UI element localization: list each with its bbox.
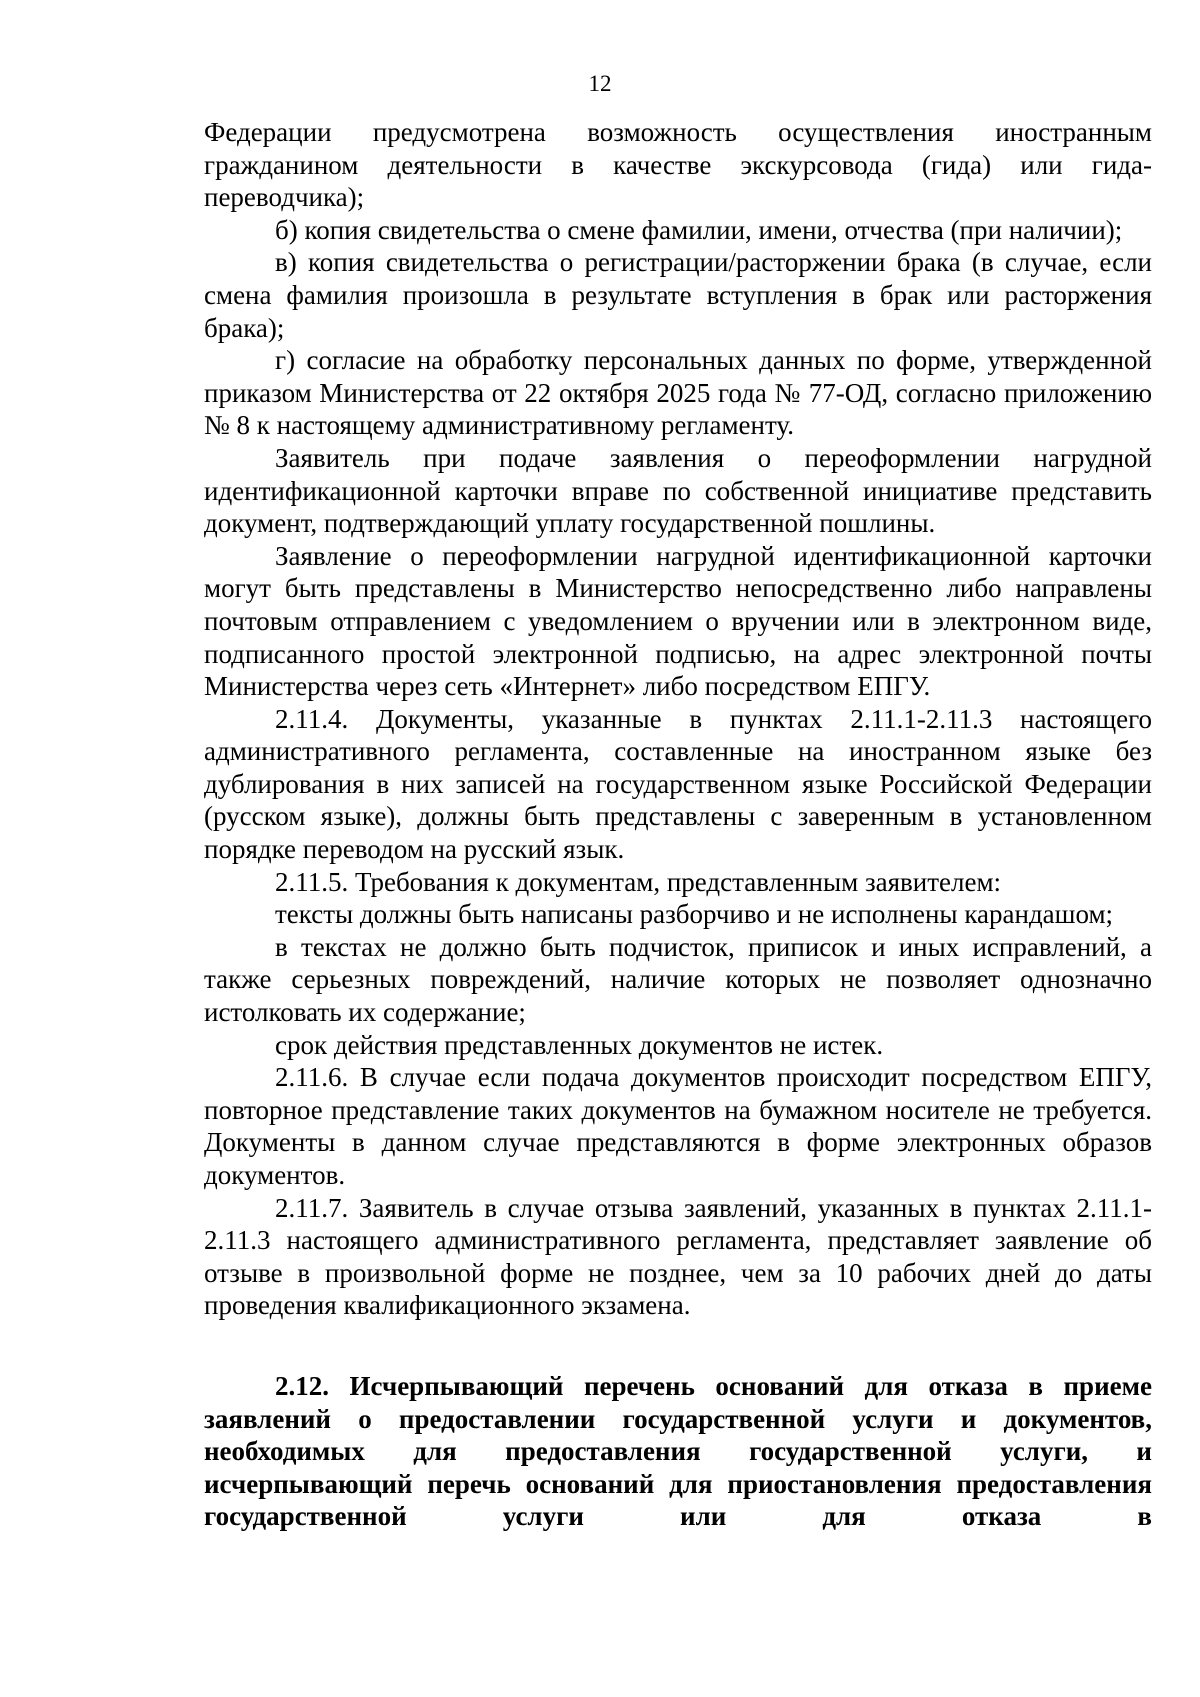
requirement-legible: тексты должны быть написаны разборчиво и не исполнены карандашом; xyxy=(275,899,1114,930)
clause-2-11-6: 2.11.6. В случае если подача документов происходит посредством ЕПГУ, повторное представление таких документов на бумажном носителе не требуется. Документы в данном случае представляются в форме электронных образов документов. xyxy=(204,1062,1152,1190)
list-item-g: г) согласие на обработку персональных данных по форме, утвержденной приказом Министерства от 22 октября 2025 года № 77-ОД, согласно приложению № 8 к настоящему административному регламенту. xyxy=(204,345,1152,441)
paragraph-submission: Заявление о переоформлении нагрудной идентификационной карточки могут быть представлены в Министерство непосредственно либо направлены почтовым отправлением с уведомлением о вручении или в электронном виде, подписанного простой электронной подписью, на адрес электронной почты Министерства через сеть «Интернет» либо посредством ЕПГУ. xyxy=(204,540,1152,702)
paragraph-continuation: Федерации предусмотрена возможность осуществления иностранным гражданином деятельности в качестве экскурсовода (гида) или гида-переводчика); xyxy=(204,117,1152,213)
paragraph-state-fee: Заявитель при подаче заявления о переоформлении нагрудной идентификационной карточки вправе по собственной инициативе представить документ, подтверждающий уплату государственной пошлины. xyxy=(204,442,1152,539)
requirement-validity: срок действия представленных документов не истек. xyxy=(275,1029,884,1060)
clause-2-11-7: 2.11.7. Заявитель в случае отзыва заявлений, указанных в пунктах 2.11.1-2.11.3 настоящего административного регламента, представляет заявление об отзыве в произвольной форме не позднее, чем за 10 рабочих дней до даты проведения квалификационного экзамена. xyxy=(204,1192,1152,1321)
requirement-no-corrections: в текстах не должно быть подчисток, приписок и иных исправлений, а также серьезных повреждений, наличие которых не позволяет однозначно истолковать их содержание; xyxy=(204,931,1152,1028)
clause-2-11-4: 2.11.4. Документы, указанные в пунктах 2.11.1-2.11.3 настоящего административного регламента, составленные на иностранном языке без дублирования в них записей на государственном языке Российской Федерации (русском языке), должны быть представлены с заверенным в установленном порядке переводом на русский язык. xyxy=(204,703,1152,865)
list-item-v: в) копия свидетельства о регистрации/расторжении брака (в случае, если смена фамилия произошла в результате вступления в брак или расторжения брака); xyxy=(204,247,1152,343)
section-heading-2-12: 2.12. Исчерпывающий перечень оснований для отказа в приеме заявлений о предоставлении государственной услуги и документов, необходимых для предоставления государственной услуги, и исчерпывающий перечь оснований для приостановления предоставления государственной услуги или для отказа в xyxy=(204,1370,1152,1532)
list-item-b: б) копия свидетельства о смене фамилии, имени, отчества (при наличии); xyxy=(275,214,1123,245)
page-number: 12 xyxy=(588,71,612,96)
clause-2-11-5: 2.11.5. Требования к документам, представленным заявителем: xyxy=(275,866,1002,897)
document-body xyxy=(204,116,1152,1533)
